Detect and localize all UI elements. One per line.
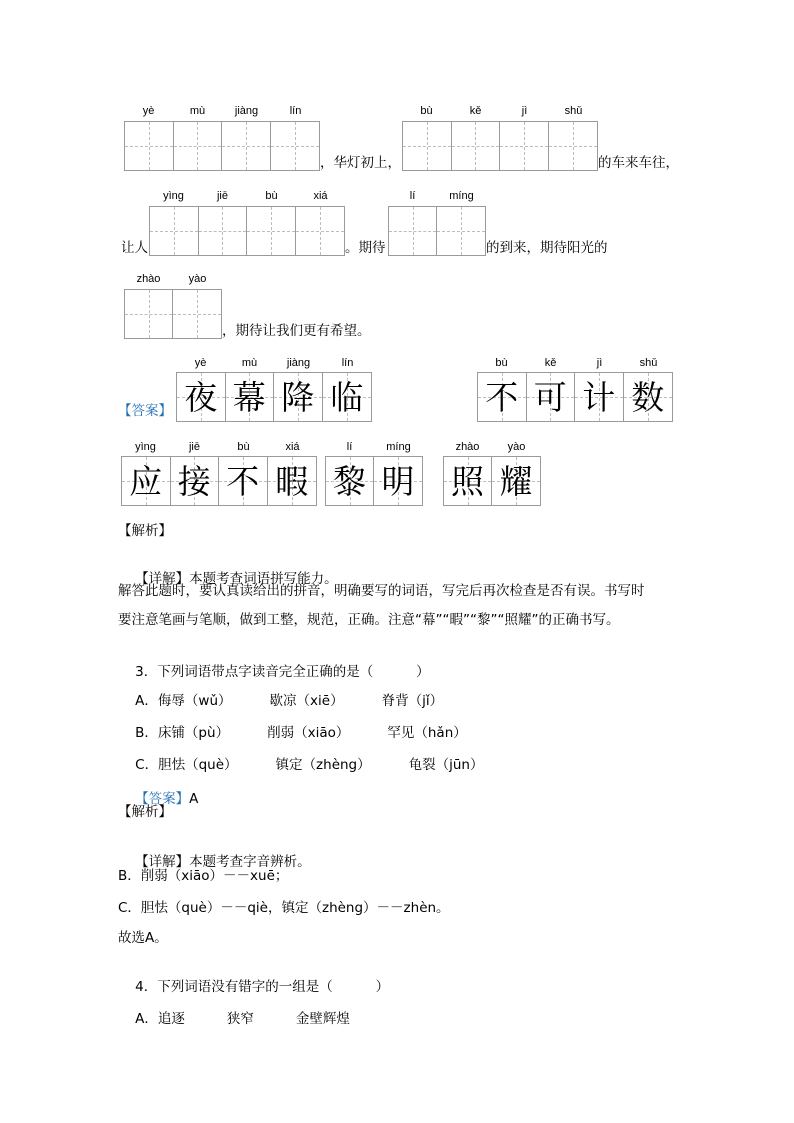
option-letter: A． (135, 1011, 158, 1027)
question-4-option-a[interactable] (118, 992, 350, 1046)
answer-pinyin-blank-2 (477, 356, 673, 370)
pinyin-syllable: yìng (135, 441, 156, 453)
writing-grid-blank-3[interactable] (149, 206, 345, 256)
answer-character: 明 (381, 461, 415, 501)
grid-cell[interactable] (403, 122, 452, 170)
pinyin-syllable: mù (189, 105, 206, 117)
grid-cell (374, 457, 422, 505)
answer-pinyin-blank-5 (443, 440, 541, 454)
pinyin-syllable: kě (544, 357, 557, 369)
pinyin-syllable: xiá (313, 190, 328, 202)
inline-text-after-blank-2: 的车来车往， (598, 155, 679, 171)
analysis-paragraph-line-2: 要注意笔画与笔顺，做到工整，规范，正确。注意“幕”“暇”“黎”“照耀”的正确书写。 (118, 612, 620, 628)
pinyin-row-blank-1 (124, 104, 320, 118)
option-item: 脊背（jǐ） (381, 693, 444, 709)
question-3-note-b: B．削弱（xiāo）－－xuē； (118, 868, 289, 884)
answer-pinyin-blank-4 (325, 440, 423, 454)
grid-cell (575, 373, 624, 421)
grid-cell (326, 457, 374, 505)
answer-grid-blank-3 (121, 456, 317, 506)
pinyin-syllable: lí (409, 190, 416, 202)
option-item: 罕见（hǎn） (387, 725, 467, 741)
grid-cell[interactable] (199, 207, 248, 255)
answer-character: 不 (226, 461, 260, 501)
answer-character: 降 (281, 377, 315, 417)
answer-character: 幕 (232, 377, 266, 417)
answer-label: 【答案】 (135, 791, 190, 807)
option-item: 床铺（pù） (157, 725, 230, 741)
pinyin-syllable: bù (420, 105, 433, 117)
answer-character: 照 (451, 461, 484, 501)
answer-grid-blank-4 (325, 456, 423, 506)
option-item: 追逐 (157, 1011, 185, 1027)
detail-text: 本题考查词语拼写能力。 (189, 571, 338, 587)
pinyin-syllable: míng (449, 190, 474, 202)
grid-cell (226, 373, 275, 421)
pinyin-row-blank-4 (388, 189, 486, 203)
grid-cell (323, 373, 372, 421)
writing-grid-blank-2[interactable] (402, 121, 598, 171)
answer-label-q2: 【答案】 (118, 403, 172, 419)
pinyin-row-blank-3 (149, 189, 345, 203)
option-item: 歇凉（xiē） (269, 693, 344, 709)
option-letter: B． (135, 725, 158, 741)
pinyin-syllable: yè (194, 357, 207, 369)
grid-cell (478, 373, 527, 421)
grid-cell[interactable] (125, 122, 174, 170)
writing-grid-blank-4[interactable] (388, 206, 486, 256)
pinyin-syllable: jì (521, 105, 528, 117)
answer-character: 数 (631, 377, 665, 417)
option-item: 狭窄 (226, 1011, 254, 1027)
pinyin-row-blank-2 (402, 104, 598, 118)
pinyin-syllable: bù (237, 441, 250, 453)
grid-cell[interactable] (174, 122, 223, 170)
grid-cell[interactable] (271, 122, 320, 170)
pinyin-syllable: jiē (188, 441, 200, 453)
pinyin-syllable: mù (241, 357, 258, 369)
grid-cell (492, 457, 540, 505)
grid-cell[interactable] (173, 290, 221, 338)
grid-cell[interactable] (437, 207, 485, 255)
question-3-note-c: C．胆怯（què）－－qiè，镇定（zhèng）－－zhèn。 (118, 900, 450, 916)
pinyin-syllable: yào (507, 441, 526, 453)
pinyin-syllable: jiē (216, 190, 228, 202)
pinyin-syllable: kě (469, 105, 482, 117)
inline-text-after-blank-5: ，期待让我们更有希望。 (222, 323, 371, 339)
answer-character: 接 (177, 461, 211, 501)
option-letter: C． (135, 757, 159, 773)
detail-label: 【详解】 (135, 854, 190, 870)
pinyin-syllable: míng (386, 441, 411, 453)
option-item: 胆怯（què） (158, 757, 238, 773)
pinyin-syllable: lí (346, 441, 353, 453)
analysis-label-q2: 【解析】 (118, 523, 172, 539)
option-item: 削弱（xiāo） (267, 725, 350, 741)
answer-character: 暇 (275, 461, 309, 501)
pinyin-syllable: jiàng (286, 357, 311, 369)
pinyin-syllable: lín (341, 357, 354, 369)
question-3-conclusion: 故选A。 (118, 930, 168, 946)
grid-cell[interactable] (452, 122, 501, 170)
answer-character: 应 (129, 461, 163, 501)
grid-cell[interactable] (150, 207, 199, 255)
pinyin-syllable: jiàng (234, 105, 259, 117)
question-text: 下列词语带点字读音完全正确的是（ ） (157, 664, 430, 680)
inline-text-after-blank-1: ，华灯初上， (320, 155, 401, 171)
grid-cell (624, 373, 673, 421)
grid-cell[interactable] (296, 207, 345, 255)
pinyin-syllable: zhào (455, 441, 480, 453)
grid-cell (219, 457, 268, 505)
answer-character: 计 (582, 377, 616, 417)
answer-grid-blank-2 (477, 372, 673, 422)
pinyin-syllable: shǔ (564, 105, 583, 117)
inline-text-after-blank-4: 的到来，期待阳光的 (486, 240, 608, 256)
detail-text: 本题考查字音辨析。 (189, 854, 311, 870)
pinyin-syllable: zhào (136, 273, 161, 285)
answer-character: 夜 (184, 377, 218, 417)
detail-label: 【详解】 (135, 571, 190, 587)
grid-cell[interactable] (549, 122, 598, 170)
answer-character: 临 (330, 377, 364, 417)
analysis-paragraph-line-1: 解答此题时，要认真读给出的拼音，明确要写的词语，写完后再次检查是否有误。书写时 (118, 583, 645, 599)
grid-cell[interactable] (125, 290, 173, 338)
grid-cell[interactable] (222, 122, 271, 170)
grid-cell (171, 457, 220, 505)
pinyin-syllable: shǔ (639, 357, 658, 369)
grid-cell (444, 457, 492, 505)
pinyin-syllable: jì (596, 357, 603, 369)
pinyin-syllable: yào (188, 273, 207, 285)
answer-grid-blank-5 (443, 456, 541, 506)
pinyin-syllable: bù (495, 357, 508, 369)
inline-text-after-blank-3: 。期待 (345, 240, 386, 256)
pinyin-syllable: xiá (285, 441, 300, 453)
pinyin-syllable: lín (289, 105, 302, 117)
answer-character: 黎 (333, 461, 366, 501)
answer-grid-blank-1 (176, 372, 372, 422)
answer-character: 不 (485, 377, 519, 417)
grid-cell (527, 373, 576, 421)
answer-character: 可 (533, 377, 567, 417)
option-item: 金壁辉煌 (295, 1011, 350, 1027)
option-item: 镇定（zhèng） (275, 757, 371, 773)
grid-cell[interactable] (389, 207, 437, 255)
answer-pinyin-blank-3 (121, 440, 317, 454)
grid-cell[interactable] (247, 207, 296, 255)
answer-pinyin-blank-1 (176, 356, 372, 370)
question-text: 下列词语没有错字的一组是（ ） (157, 979, 390, 995)
answer-character: 耀 (499, 461, 533, 501)
pinyin-syllable: bù (265, 190, 278, 202)
option-letter: A． (135, 693, 158, 709)
option-item: 龟裂（jūn） (408, 757, 484, 773)
writing-grid-blank-5[interactable] (124, 289, 222, 339)
option-item: 侮辱（wǔ） (157, 693, 232, 709)
grid-cell (274, 373, 323, 421)
question-number: 4． (135, 979, 158, 995)
grid-cell (122, 457, 171, 505)
grid-cell[interactable] (500, 122, 549, 170)
question-number: 3． (135, 664, 158, 680)
pinyin-syllable: yìng (163, 190, 184, 202)
answer-value: A (189, 791, 199, 807)
writing-grid-blank-1[interactable] (124, 121, 320, 171)
pinyin-row-blank-5 (124, 272, 222, 286)
pinyin-syllable: yè (142, 105, 155, 117)
inline-text-before-blank-3: 让人 (121, 240, 148, 256)
grid-cell (268, 457, 317, 505)
question-3-analysis-label: 【解析】 (118, 804, 172, 820)
grid-cell (177, 373, 226, 421)
